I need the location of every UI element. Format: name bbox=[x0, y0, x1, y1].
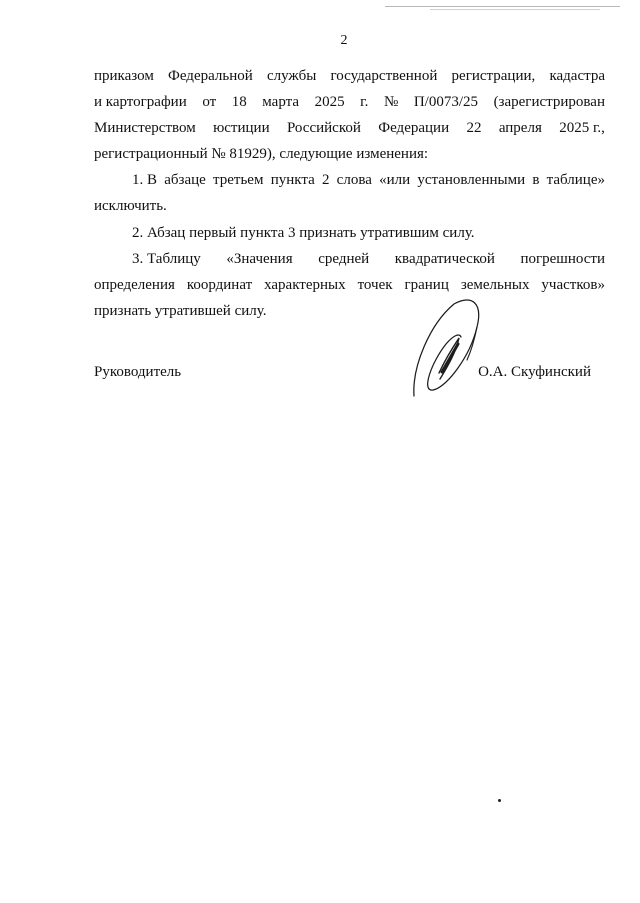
scan-artifact-line bbox=[430, 9, 600, 10]
signature-block bbox=[94, 364, 591, 386]
handwritten-signature-icon bbox=[404, 296, 496, 406]
signer-name: О.А. Скуфинский bbox=[478, 364, 591, 380]
list-item-line: 1. В абзаце третьем пункта 2 слова «или установленными в таблице» bbox=[132, 172, 605, 188]
paragraph-line: приказом Федеральной службы государственной регистрации, кадастра bbox=[94, 68, 605, 84]
page-number: 2 bbox=[340, 33, 348, 48]
signer-title: Руководитель bbox=[94, 364, 182, 380]
list-item-line: 2. Абзац первый пункта 3 признать утратившим силу. bbox=[132, 225, 475, 241]
list-item-line: исключить. bbox=[94, 198, 167, 214]
paragraph-line: регистрационный № 81929), следующие изменения: bbox=[94, 146, 429, 162]
list-item-line: 3. Таблицу «Значения средней квадратической погрешности bbox=[132, 251, 605, 267]
paragraph-line: и картографии от 18 марта 2025 г. № П/0073/25 (зарегистрирован bbox=[94, 94, 605, 110]
paragraph-line: Министерством юстиции Российской Федерации 22 апреля 2025 г., bbox=[94, 120, 605, 136]
list-item-line: признать утратившей силу. bbox=[94, 303, 267, 319]
scan-artifact-line bbox=[385, 6, 620, 7]
list-item-line: определения координат характерных точек границ земельных участков» bbox=[94, 277, 605, 293]
scan-dot bbox=[498, 799, 501, 802]
